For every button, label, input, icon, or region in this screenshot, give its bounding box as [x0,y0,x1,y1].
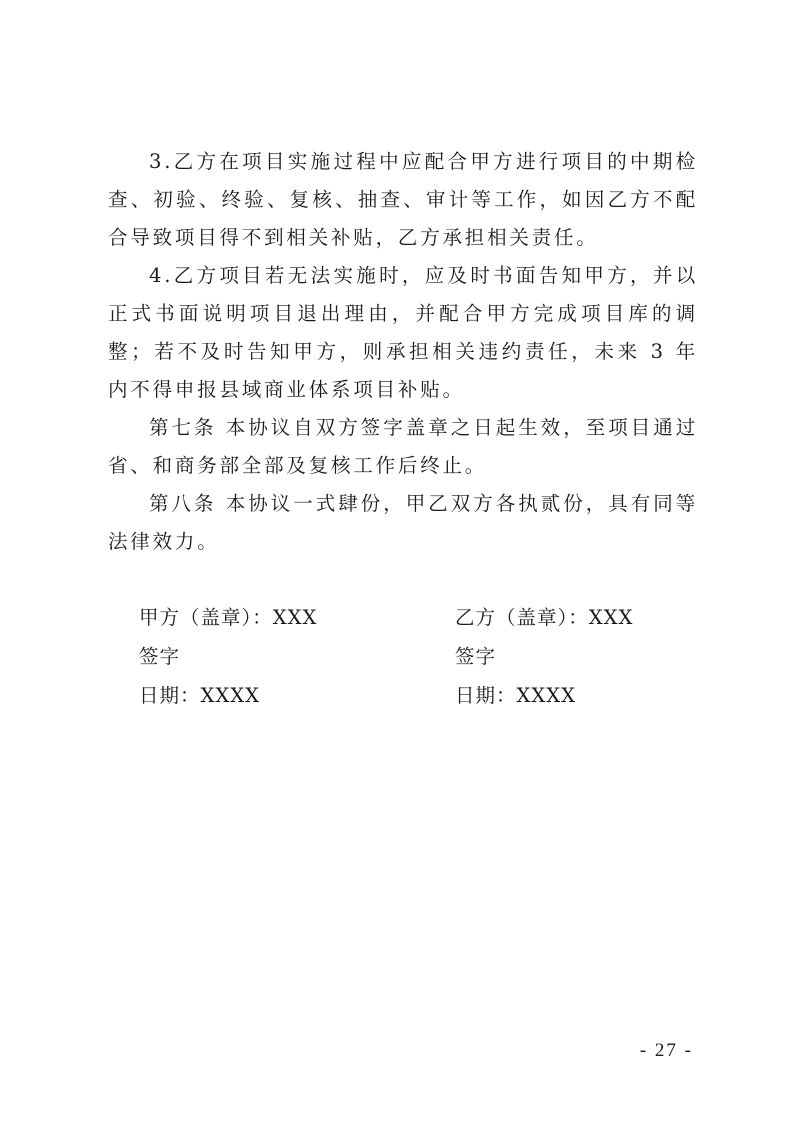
page-number: - 27 - [639,1040,693,1061]
clause-3-paragraph: 3.乙方在项目实施过程中应配合甲方进行项目的中期检查、初验、终验、复核、抽查、审计等工作，如因乙方不配合导致项目得不到相关补贴，乙方承担相关责任。 [108,150,698,249]
article-7-paragraph: 第七条 本协议自双方签字盖章之日起生效，至项目通过省、和商务部全部及复核工作后终止。 [108,416,698,477]
party-a-seal-label: 甲方（盖章）：XXX [139,606,318,629]
party-b-signature-label: 签字 [455,645,497,668]
party-a-signature-label: 签字 [139,645,181,668]
agreement-body [108,143,698,561]
party-b-signature-block [455,598,633,715]
article-8-paragraph: 第八条 本协议一式肆份，甲乙双方各执贰份，具有同等法律效力。 [108,492,698,553]
party-b-date-label: 日期：XXXX [455,684,577,707]
party-a-date-label: 日期：XXXX [139,684,261,707]
party-a-signature-block [139,598,317,715]
clause-4-paragraph: 4.乙方项目若无法实施时，应及时书面告知甲方，并以正式书面说明项目退出理由，并配合甲方完成项目库的调整；若不及时告知甲方，则承担相关违约责任，未来 3 年内不得申报县域商业体系项目补贴。 [108,264,698,401]
party-b-seal-label: 乙方（盖章）：XXX [455,606,634,629]
